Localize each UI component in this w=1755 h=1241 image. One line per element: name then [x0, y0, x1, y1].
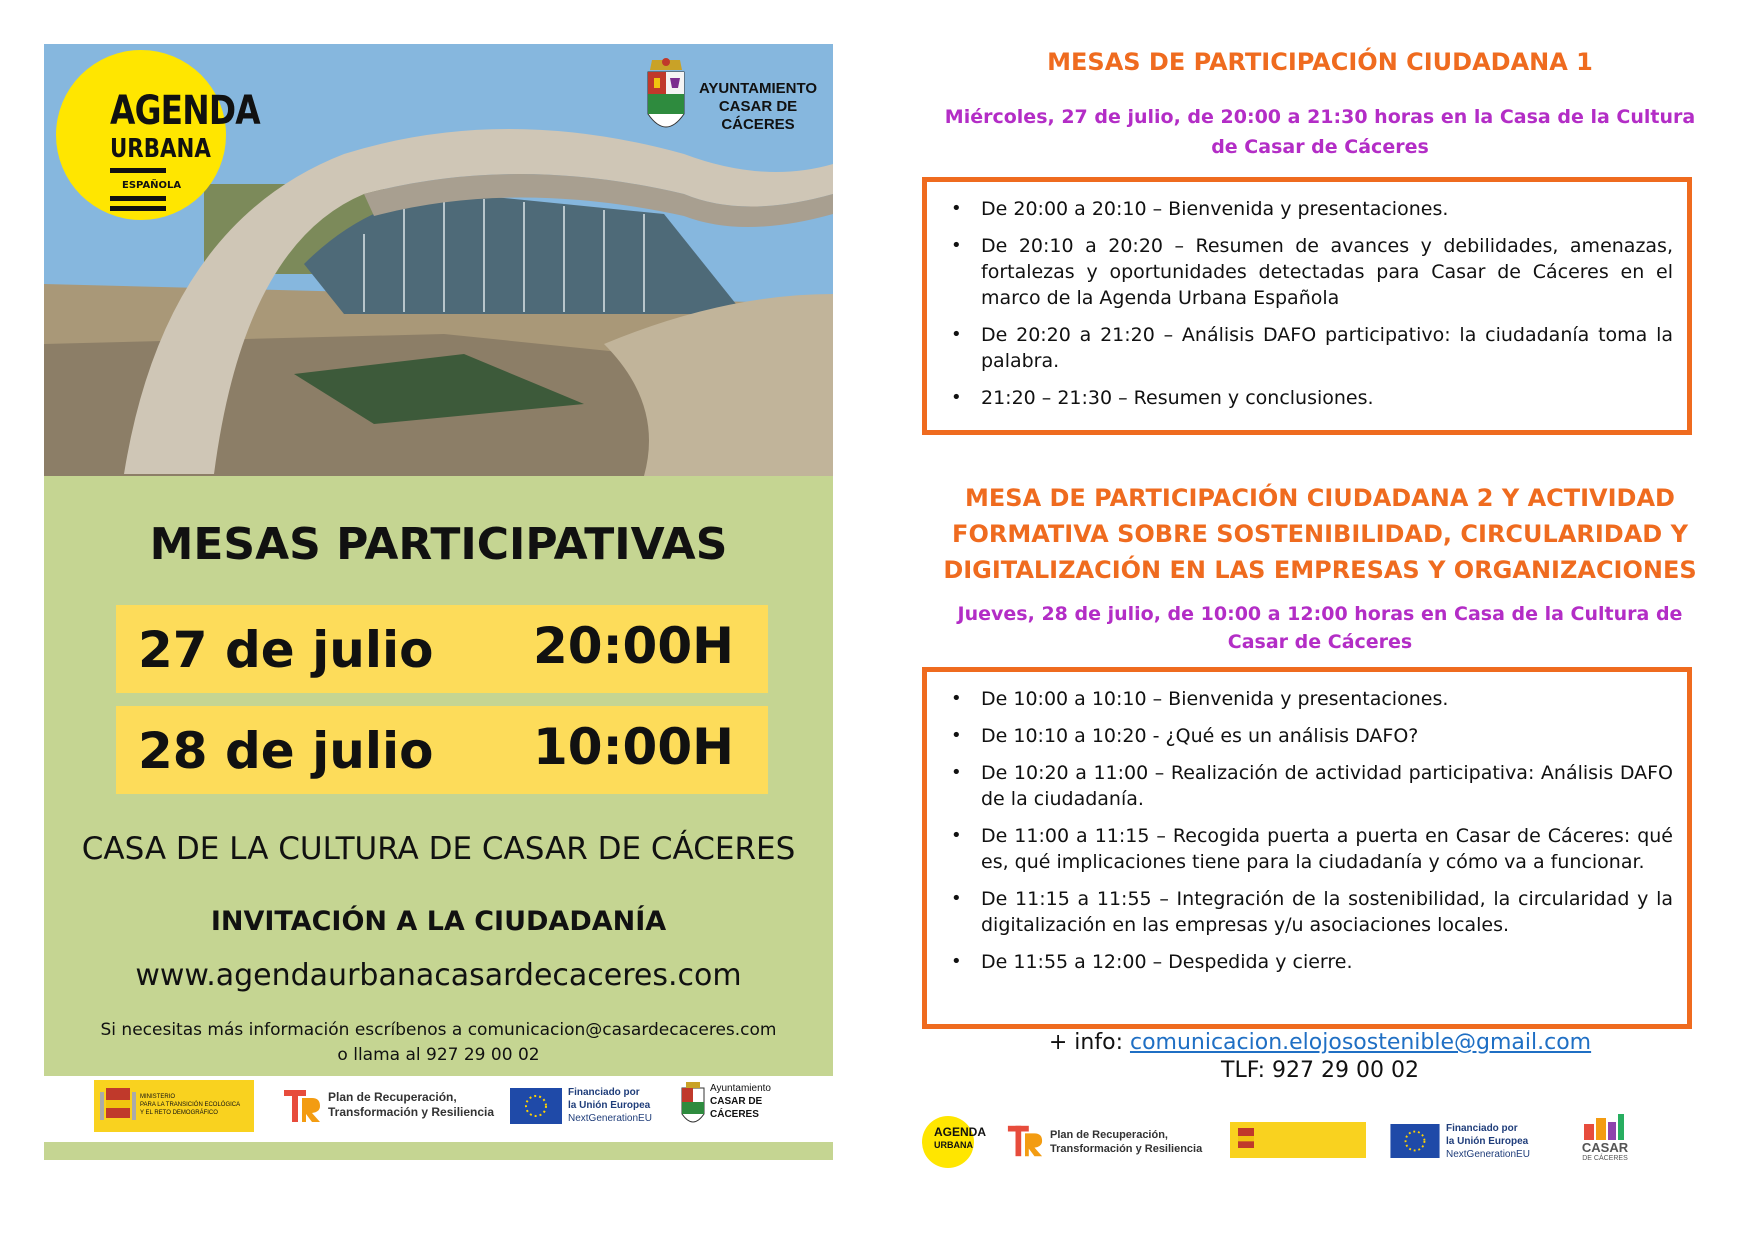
casar-houses-icon	[1582, 1110, 1626, 1140]
crest-icon	[680, 1080, 706, 1130]
ayto-line: CÁCERES	[721, 116, 795, 133]
logo-line-espanola: ESPAÑOLA	[122, 180, 182, 191]
agenda-item: • De 11:55 a 12:00 – Despedida y cierre.	[981, 949, 1673, 975]
plan-line: Transformación y Resiliencia	[328, 1105, 495, 1119]
mesa1-agenda-list	[941, 196, 1673, 411]
poster-title: MESAS PARTICIPATIVAS	[149, 519, 728, 570]
mesa1-title: MESAS DE PARTICIPACIÓN CIUDADANA 1	[1047, 48, 1593, 76]
ayto-footer-line: Ayuntamiento	[710, 1083, 771, 1094]
agenda-item: • De 20:10 a 20:20 – Resumen de avances y debilidades, amenazas, fortalezas y oportunidades detectadas para Casar de Cáceres en el marco de la Agenda Urbana Española	[981, 233, 1673, 311]
gobierno-logo	[1230, 1122, 1366, 1158]
logo-bar	[110, 196, 166, 201]
mesa1-subtitle-line: de Casar de Cáceres	[1211, 136, 1429, 158]
plan-line: Plan de Recuperación,	[328, 1090, 457, 1104]
ministerio-line: Y EL RETO DEMOGRÁFICO	[140, 1110, 218, 1116]
agenda-item: • De 10:00 a 10:10 – Bienvenida y presentaciones.	[981, 686, 1673, 712]
logo-bar	[110, 206, 166, 211]
plan-line: Transformación y Resiliencia	[1050, 1143, 1203, 1155]
plan-line: Plan de Recuperación,	[1050, 1129, 1168, 1141]
contact-phone: TLF: 927 29 00 02	[1221, 1058, 1419, 1083]
contact-prefix: + info:	[1048, 1030, 1130, 1055]
poster	[44, 44, 833, 1160]
agenda-item: • 21:20 – 21:30 – Resumen y conclusiones.	[981, 385, 1673, 411]
mesa1-subtitle-line: Miércoles, 27 de julio, de 20:00 a 21:30 horas en la Casa de la Cultura	[944, 106, 1696, 128]
eu-flag-icon	[510, 1088, 562, 1124]
ministerio-text	[140, 1093, 240, 1117]
website-link[interactable]: www.agendaurbanacasardecaceres.com	[135, 958, 742, 993]
ayuntamiento-text	[696, 80, 820, 134]
building-photo	[44, 44, 833, 476]
ayto-footer-text	[710, 1082, 771, 1121]
ayto-line: AYUNTAMIENTO	[698, 80, 818, 97]
contact-info	[900, 1030, 1740, 1055]
date-band-2	[116, 706, 768, 794]
spain-crest-icon	[1234, 1125, 1258, 1155]
plan-recuperacion-text	[1050, 1128, 1202, 1156]
logo-line-agenda: AGENDA	[110, 88, 260, 134]
eu-text	[568, 1086, 652, 1125]
more-info-line: o llama al 927 29 00 02	[337, 1045, 540, 1065]
crest-icon	[644, 56, 688, 142]
mesa2-subtitle	[900, 600, 1740, 656]
casar-line: DE CÁCERES	[1582, 1155, 1628, 1162]
mesa2-agenda-list	[941, 686, 1673, 975]
mesa2-title-line: DIGITALIZACIÓN EN LAS EMPRESAS Y ORGANIZACIONES	[943, 556, 1697, 584]
agenda-urbana-small-logo	[922, 1116, 987, 1168]
agenda-item: • De 10:20 a 11:00 – Realización de actividad participativa: Análisis DAFO de la ciudadanía.	[981, 760, 1673, 812]
mesa1-agenda-box	[922, 177, 1692, 435]
eu-logo	[510, 1084, 660, 1130]
eu-line: Financiado por	[1446, 1123, 1518, 1134]
ayto-line: CASAR DE	[718, 98, 798, 115]
mesa2-agenda-box	[922, 667, 1692, 1029]
casar-logo	[1570, 1110, 1640, 1170]
more-info-line: Si necesitas más información escríbenos a comunicacion@casardecaceres.com	[100, 1020, 777, 1040]
logo-line-urbana: URBANA	[110, 134, 211, 164]
mesa2-title-line: MESA DE PARTICIPACIÓN CIUDADANA 2 Y ACTIVIDAD	[965, 484, 1675, 512]
contact-email-link[interactable]: comunicacion.elojosostenible@gmail.com	[1129, 1030, 1592, 1055]
ministerio-logo	[94, 1080, 254, 1132]
plan-recuperacion-logo	[1006, 1120, 1236, 1164]
hour-text: 10:00H	[532, 718, 734, 776]
agenda-item: • De 20:20 a 21:20 – Análisis DAFO participativo: la ciudadanía toma la palabra.	[981, 322, 1673, 374]
mesa2-subtitle-line: Casar de Cáceres	[1227, 631, 1413, 653]
date-band-1	[116, 605, 768, 693]
eu-line: NextGenerationEU	[568, 1113, 652, 1124]
venue: CASA DE LA CULTURA DE CASAR DE CÁCERES	[81, 831, 796, 867]
mesa2-title	[900, 480, 1740, 588]
eu-line: Financiado por	[568, 1087, 640, 1098]
ayto-footer-line: CÁCERES	[710, 1109, 759, 1120]
mesa2-subtitle-line: Jueves, 28 de julio, de 10:00 a 12:00 horas en Casa de la Cultura de	[957, 603, 1683, 625]
mesa2-title-line: FORMATIVA SOBRE SOSTENIBILIDAD, CIRCULARIDAD Y	[952, 520, 1688, 548]
agenda-item: • De 10:10 a 10:20 - ¿Qué es un análisis DAFO?	[981, 723, 1673, 749]
agenda-small-line: URBANA	[934, 1140, 973, 1150]
poster-logo-strip	[44, 1076, 833, 1142]
agenda-item: • De 11:15 a 11:55 – Integración de la sostenibilidad, la circularidad y la digitalización en las empresas y/u asociaciones locales.	[981, 886, 1673, 938]
ministerio-line: MINISTERIO	[140, 1094, 176, 1100]
eu-logo	[1390, 1120, 1540, 1166]
eu-flag-icon	[1390, 1124, 1440, 1158]
ayto-footer-line: CASAR DE	[710, 1096, 763, 1107]
plan-recuperacion-text	[328, 1090, 494, 1120]
plan-recuperacion-icon	[282, 1086, 322, 1126]
ayto-footer-logo	[680, 1078, 790, 1134]
mesa1-subtitle	[900, 102, 1740, 162]
ayuntamiento-logo	[644, 56, 824, 146]
eu-line: la Unión Europea	[1446, 1136, 1529, 1147]
hour-text: 20:00H	[532, 617, 734, 675]
ministerio-line: PARA LA TRANSICIÓN ECOLÓGICA	[140, 1102, 241, 1108]
eu-text	[1446, 1122, 1530, 1161]
agenda-urbana-logo	[56, 50, 260, 220]
invitation: INVITACIÓN A LA CIUDADANÍA	[210, 906, 667, 937]
agenda-item: • De 11:00 a 11:15 – Recogida puerta a puerta en Casar de Cáceres: qué es, qué implicaciones tiene para la ciudadanía y cómo va a funcionar.	[981, 823, 1673, 875]
more-info	[44, 1018, 833, 1068]
spain-crest-icon	[100, 1084, 136, 1128]
right-logo-strip	[920, 1110, 1720, 1170]
plan-recuperacion-logo	[282, 1084, 512, 1128]
agenda-item: • De 20:00 a 20:10 – Bienvenida y presentaciones.	[981, 196, 1673, 222]
plan-recuperacion-icon	[1006, 1122, 1044, 1160]
date-text: 28 de julio	[138, 722, 434, 780]
agenda-small-line: AGENDA	[934, 1125, 987, 1139]
casar-line: CASAR	[1581, 1140, 1629, 1155]
logo-bar	[110, 168, 166, 173]
eu-line: NextGenerationEU	[1446, 1149, 1530, 1160]
date-text: 27 de julio	[138, 621, 434, 679]
eu-line: la Unión Europea	[568, 1100, 651, 1111]
